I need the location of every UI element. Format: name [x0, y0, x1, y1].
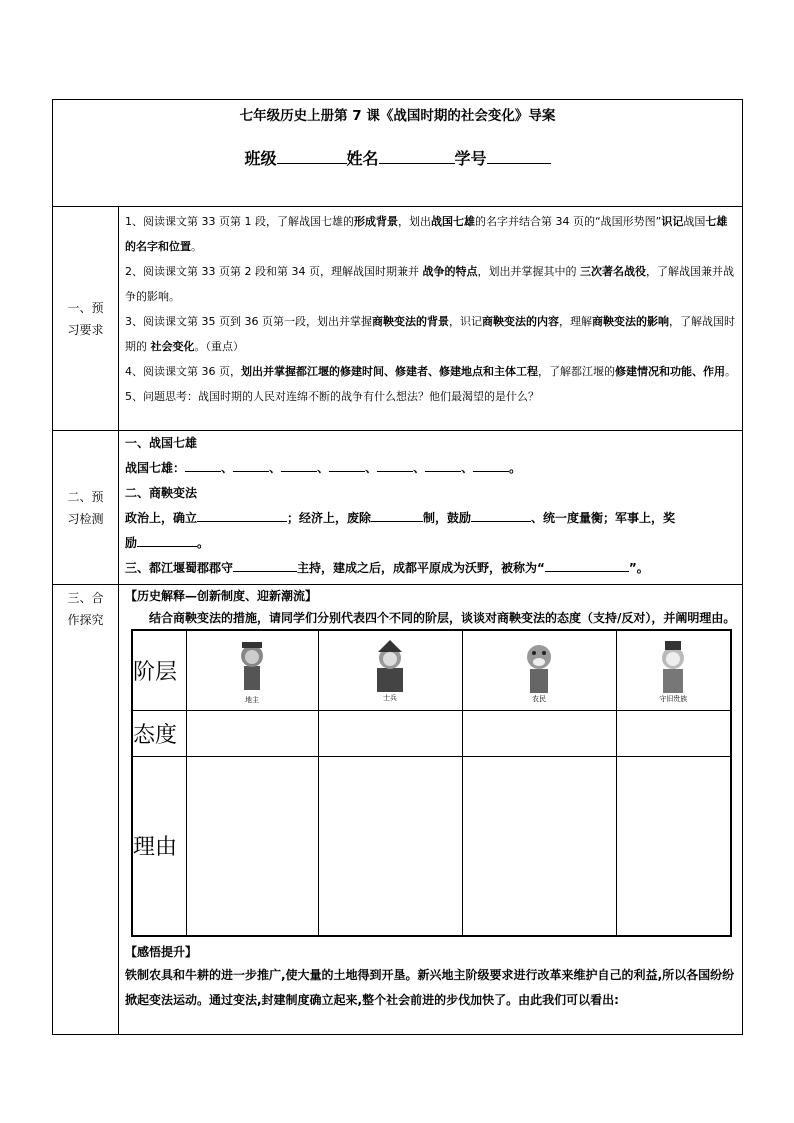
section2-label: 二、预习检测 — [53, 431, 119, 585]
blank-political[interactable] — [197, 507, 287, 522]
attitude-cell-landlord[interactable] — [186, 710, 318, 756]
page-title: 七年级历史上册第 7 课《战国时期的社会变化》导案 — [239, 108, 556, 124]
class-cell-noble — [616, 630, 731, 710]
blank-state-1[interactable] — [185, 457, 221, 472]
class-caption-noble: 守旧贵族 — [659, 694, 688, 703]
reason-cell-peasant[interactable] — [462, 756, 616, 936]
prep-item-5: 5、问题思考：战国时期的人民对连绵不断的战争有什么想法？他们最渴望的是什么？ — [125, 390, 539, 403]
class-blank[interactable] — [277, 149, 347, 164]
attitude-cell-soldier[interactable] — [318, 710, 462, 756]
class-caption-soldier: 士兵 — [383, 693, 397, 702]
name-label: 姓名 — [346, 149, 379, 168]
student-info-line — [53, 146, 742, 206]
attitude-cell-peasant[interactable] — [462, 710, 616, 756]
blank-abolish[interactable] — [371, 507, 423, 522]
row-label-attitude: 态度 — [132, 710, 186, 756]
landlord-portrait — [187, 636, 318, 694]
class-caption-landlord: 地主 — [245, 695, 259, 704]
reason-cell-landlord[interactable] — [186, 756, 318, 936]
attitude-cell-noble[interactable] — [616, 710, 731, 756]
blank-state-7[interactable] — [473, 457, 509, 472]
name-blank[interactable] — [379, 149, 455, 164]
blank-state-3[interactable] — [281, 457, 317, 472]
blank-state-4[interactable] — [329, 457, 365, 472]
section1-content — [119, 207, 743, 431]
check-line-3: 三、都江堰蜀郡郡守 主持，建成之后，成都平原成为沃野，被称为“ ”。 — [119, 556, 742, 581]
check-heading-2: 二、商鞅变法 — [125, 486, 198, 500]
class-label: 班级 — [244, 149, 277, 168]
header-cell — [53, 100, 743, 207]
insight-text: 铁制农具和牛耕的进一步推广,使大量的土地得到开垦。新兴地主阶级要求进行改革来维护自己的利益,所以各国纷纷掀起变法运动。通过变法,封建制度确立起来,整个社会前进的步伐加快了。由此我们可以看出: — [125, 968, 735, 1007]
check-heading-1: 一、战国七雄 — [125, 436, 198, 450]
blank-encourage[interactable] — [471, 507, 531, 522]
class-cell-soldier — [318, 630, 462, 710]
blank-reward[interactable] — [137, 532, 197, 547]
reason-cell-noble[interactable] — [616, 756, 731, 936]
id-label: 学号 — [454, 149, 487, 168]
section3-label: 三、合作探究 — [53, 585, 119, 1035]
blank-state-5[interactable] — [377, 457, 413, 472]
section3-intro: 结合商鞅变法的措施，请同学们分别代表四个不同的阶层，谈谈对商鞅变法的态度（支持/反对），并阐明理由。 — [149, 611, 736, 625]
class-cell-peasant — [462, 630, 616, 710]
blank-state-2[interactable] — [233, 457, 269, 472]
class-cell-landlord — [186, 630, 318, 710]
section3-heading: 【历史解释—创新制度、迎新潮流】 — [125, 589, 318, 603]
row-label-reason: 理由 — [132, 756, 186, 936]
soldier-portrait — [319, 638, 462, 692]
guide-page — [52, 99, 742, 1035]
blank-nickname[interactable] — [545, 557, 629, 572]
prep-item-4: 4、阅读课文第 36 页，划出并掌握都江堰的修建时间、修建者、修建地点和主体工程，了解都江堰的修建情况和功能、作用。 — [125, 365, 736, 378]
prep-item-2: 2、阅读课文第 33 页第 2 段和第 34 页，理解战国时期兼并 战争的特点，划出并掌握其中的 三次著名战役，了解战国兼并战争的影响。 — [125, 265, 734, 303]
blank-governor[interactable] — [233, 557, 297, 572]
prep-item-1: 1、阅读课文第 33 页第 1 段，了解战国七雄的形成背景，划出战国七雄的名字并结合第 34 页的“战国形势图”识记战国七雄的名字和位置。 — [125, 215, 728, 253]
class-caption-peasant: 农民 — [532, 694, 546, 703]
section2-content — [119, 431, 743, 585]
attitude-table — [131, 629, 732, 937]
reason-cell-soldier[interactable] — [318, 756, 462, 936]
prep-item-3: 3、阅读课文第 35 页到 36 页第一段，划出并掌握商鞅变法的背景，识记商鞅变法的内容，理解商鞅变法的影响，了解战国时期的 社会变化。（重点） — [125, 315, 735, 353]
section1-label: 一、预习要求 — [53, 207, 119, 431]
section3-content — [119, 585, 743, 1035]
check-line-2b: 励 。 — [119, 531, 742, 556]
row-label-class: 阶层 — [132, 630, 186, 710]
peasant-portrait — [463, 637, 616, 693]
check-line-1: 战国七雄： 、 、 、 、 、 、 。 — [119, 456, 742, 481]
lesson-guide-table — [52, 99, 743, 1035]
check-line-2: 政治上，确立 ；经济上，废除 制，鼓励 、统一度量衡；军事上，奖 — [119, 506, 742, 531]
insight-heading: 【感悟提升】 — [125, 945, 198, 959]
id-blank[interactable] — [487, 149, 551, 164]
blank-state-6[interactable] — [425, 457, 461, 472]
noble-portrait — [617, 637, 731, 693]
